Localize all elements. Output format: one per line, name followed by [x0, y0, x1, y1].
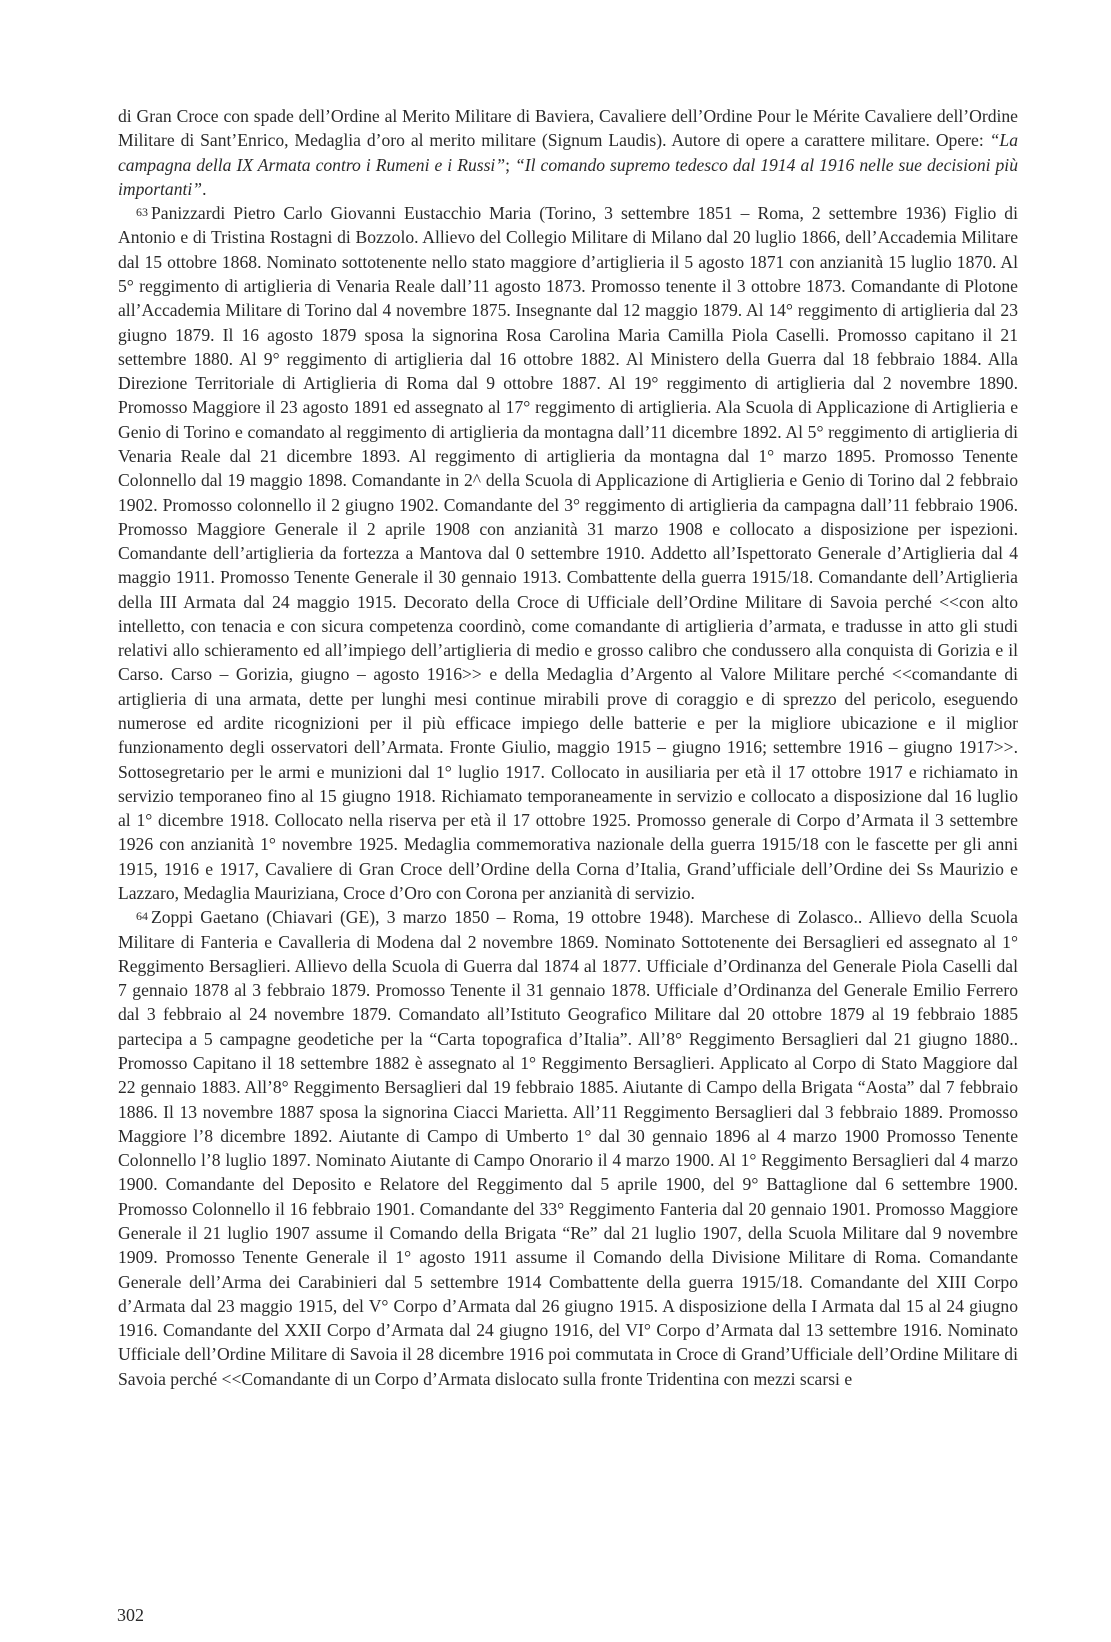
footnote-text: Panizzardi Pietro Carlo Giovanni Eustacchio Maria (Torino, 3 settembre 1851 – Roma, 2 settembre 1936) Figlio di Antonio e di Tristina Rostagni di Bozzolo. Allievo del Collegio Militare di Milano dal 20 luglio 1866, dell’Accademia Militare dal 15 ottobre 1868. Nominato sottotenente nello stato maggiore d’artiglieria il 5 agosto 1871 con anzianità 15 luglio 1870. Al 5° reggimento di artiglieria di Venaria Reale dall’11 agosto 1873. Promosso tenente il 3 ottobre 1873. Comandante di Plotone all’Accademia Militare di Torino dal 4 novembre 1875. Insegnante dal 12 maggio 1879. Al 14° reggimento di artiglieria dal 23 giugno 1879. Il 16 agosto 1879 sposa la signorina Rosa Carolina Maria Camilla Piola Caselli. Promosso capitano il 21 settembre 1880. Al 9° reggimento di artiglieria dal 16 ottobre 1882. Al Ministero della Guerra dal 18 febbraio 1884. Alla Direzione Territoriale di Artiglieria di Roma dal 9 ottobre 1887. Al 19° reggimento di artiglieria dal 2 novembre 1890. Promosso Maggiore il 23 agosto 1891 ed assegnato al 17° reggimento di artiglieria. Ala Scuola di Applicazione di Artiglieria e Genio di Torino e comandato al reggimento di artiglieria da montagna dall’11 dicembre 1892. Al 5° reggimento di artiglieria di Venaria Reale dal 21 dicembre 1893. Al reggimento di artiglieria da montagna dal 1° marzo 1895. Promosso Tenente Colonnello dal 19 maggio 1898. Comandante in 2^ della Scuola di Applicazione di Artiglieria e Genio di Torino dal 2 febbraio 1902. Promosso colonnello il 2 giugno 1902. Comandante del 3° reggimento di artiglieria da campagna dall’11 febbraio 1906. Promosso Maggiore Generale il 2 aprile 1908 con anzianità 31 marzo 1908 e collocato a disposizione per ispezioni. Comandante dell’artiglieria da fortezza a Mantova dal 0 settembre 1910. Addetto all’Ispettorato Generale d’Artiglieria dal 4 maggio 1911. Promosso Tenente Generale il 30 gennaio 1913. Combattente della guerra 1915/18. Comandante dell’Artiglieria della III Armata dal 24 maggio 1915. Decorato della Croce di Ufficiale dell’Ordine Militare di Savoia perché <<con alto intelletto, con tenacia e con sicura competenza coordinò, come comandante di artiglieria d’armata, e tradusse in atto gli studi relativi allo schieramento ed all’impiego dell’artiglieria di medio e grosso calibro che condussero alla conquista di Gorizia e il Carso. Carso – Gorizia, giugno – agosto 1916>> e della Medaglia d’Argento al Valore Militare perché <<comandante di artiglieria di una armata, dette per lunghi mesi continue mirabili prove di coraggio e di sprezzo del pericolo, eseguendo numerose ed ardite ricognizioni per il più efficace impiego delle batterie e per la migliore ubicazione e il miglior funzionamento degli osservatori dell’Armata. Fronte Giulio, maggio 1915 – giugno 1916; settembre 1916 – giugno 1917>>. Sottosegretario per le armi e munizioni dal 1° luglio 1917. Collocato in ausiliaria per età il 17 ottobre 1917 e richiamato in servizio temporaneo fino al 15 giugno 1918. Richiamato temporaneamente in servizio e collocato a disposizione dal 16 luglio al 1° dicembre 1918. Collocato nella riserva per età il 17 ottobre 1925. Promosso generale di Corpo d’Armata il 3 settembre 1926 con anzianità 1° novembre 1925. Medaglia commemorativa nazionale della guerra 1915/18 con le fascette per gli anni 1915, 1916 e 1917, Cavaliere di Gran Croce dell’Ordine della Corna d’Italia, Grand’ufficiale dell’Ordine dei Ss Maurizio e Lazzaro, Medaglia Mauriziana, Croce d’Oro con Corona per anzianità di servizio. — [118, 203, 1018, 903]
work-title: “La campagna della IX Armata contro i Rumeni e i Russi” — [118, 130, 1018, 175]
separator: ; — [505, 154, 516, 175]
footnote-number: 64 — [136, 909, 148, 924]
footnote-text: Zoppi Gaetano (Chiavari (GE), 3 marzo 1850 – Roma, 19 ottobre 1948). Marchese di Zolasco.. Allievo della Scuola Militare di Fanteria e Cavalleria di Modena dal 2 novembre 1869. Nominato Sottotenente dei Bersaglieri ed assegnato al 1° Reggimento Bersaglieri. Allievo della Scuola di Guerra dal 1874 al 1877. Ufficiale d’Ordinanza del Generale Piola Caselli dal 7 gennaio 1878 al 3 febbraio 1879. Promosso Tenente il 31 gennaio 1878. Ufficiale d’Ordinanza del Generale Emilio Ferrero dal 3 febbraio al 24 novembre 1879. Comandato all’Istituto Geografico Militare dal 20 ottobre 1879 al 19 febbraio 1885 partecipa a 5 campagne geodetiche per la “Carta topografica d’Italia”. All’8° Reggimento Bersaglieri dal 21 giugno 1880.. Promosso Capitano il 18 settembre 1882 è assegnato al 1° Reggimento Bersaglieri. Applicato al Corpo di Stato Maggiore dal 22 gennaio 1883. All’8° Reggimento Bersaglieri dal 19 febbraio 1885. Aiutante di Campo della Brigata “Aosta” dal 7 febbraio 1886. Il 13 novembre 1887 sposa la signorina Ciacci Marietta. All’11 Reggimento Bersaglieri dal 3 febbraio 1889. Promosso Maggiore l’8 dicembre 1892. Aiutante di Campo di Umberto 1° dal 30 gennaio 1896 al 4 marzo 1900 Promosso Tenente Colonnello l’8 luglio 1897. Nominato Aiutante di Campo Onorario il 4 marzo 1900. Al 1° Reggimento Bersaglieri dal 4 marzo 1900. Comandante del Deposito e Relatore del Reggimento dal 5 aprile 1900, del 9° Battaglione dal 6 settembre 1900. Promosso Colonnello il 16 febbraio 1901. Comandante del 33° Reggimento Fanteria dal 20 gennaio 1901. Promosso Maggiore Generale il 21 luglio 1907 assume il Comando della Brigata “Re” dal 21 luglio 1907, della Scuola Militare dal 9 novembre 1909. Promosso Tenente Generale il 1° agosto 1911 assume il Comando della Divisione Militare di Roma. Comandante Generale dell’Arma dei Carabinieri dal 5 settembre 1914 Combattente della guerra 1915/18. Comandante del XIII Corpo d’Armata dal 23 maggio 1915, del V° Corpo d’Armata dal 26 giugno 1915. A disposizione della I Armata dal 15 al 24 giugno 1916. Comandante del XXII Corpo d’Armata dal 24 giugno 1916, del VI° Corpo d’Armata dal 13 settembre 1916. Nominato Ufficiale dell’Ordine Militare di Savoia il 28 dicembre 1916 poi commutata in Croce di Grand’Ufficiale dell’Ordine Militare di Savoia perché <<Comandante di un Corpo d’Armata dislocato sulla fronte Tridentina con mezzi scarsi e — [118, 907, 1018, 1389]
page-number: 302 — [117, 1605, 144, 1625]
footnote-number: 63 — [136, 205, 148, 220]
sentence-end: . — [202, 178, 207, 199]
work-title: “Il comando supremo tedesco dal 1914 al 1916 nelle sue decisioni più importanti” — [118, 154, 1018, 199]
continuation-text: di Gran Croce con spade dell’Ordine al Merito Militare di Baviera, Cavaliere dell’Ordine Pour le Mérite Cavaliere dell’Ordine Militare di Sant’Enrico, Medaglia d’oro al merito militare (Signum Laudis). Autore di opere a carattere militare. Opere: — [118, 106, 1018, 151]
page-body — [118, 104, 1018, 1391]
continuation-paragraph — [118, 104, 1018, 201]
footnote-63 — [118, 201, 1018, 905]
footnote-64 — [118, 905, 1018, 1391]
